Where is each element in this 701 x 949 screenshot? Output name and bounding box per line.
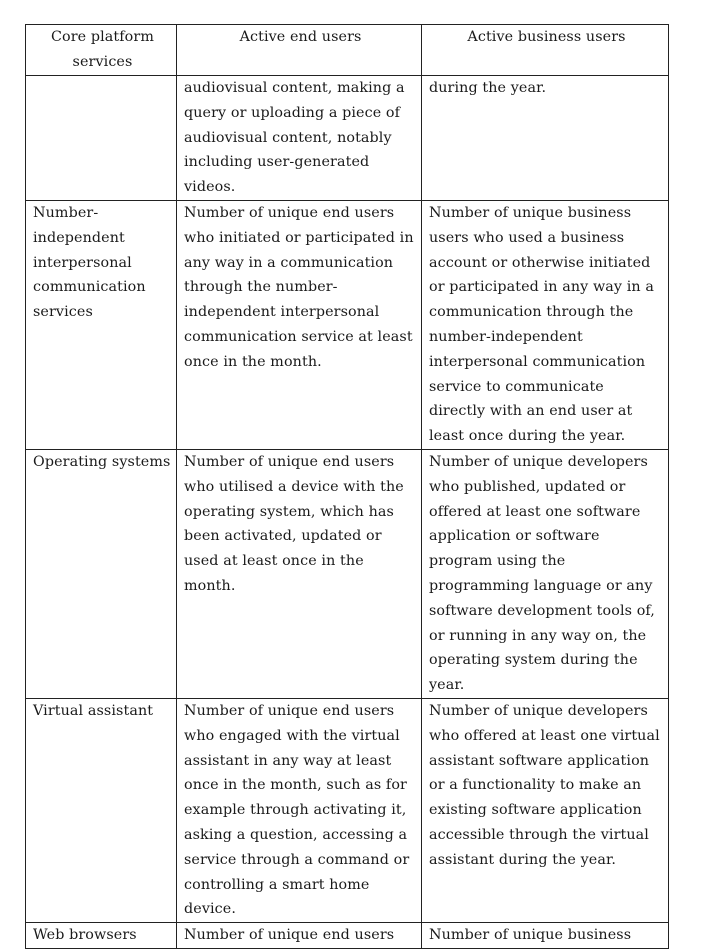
table-header [26,25,669,76]
cell-end-users: Number of unique end users who utilised a device with the operating system, which has been activated, updated or used at least once in the month. [177,450,422,699]
header-core-platform-services: Core platform services [26,25,177,76]
cell-business-users: during the year. [422,76,669,201]
platform-users-table [25,24,669,949]
cell-service [26,76,177,201]
cell-business-users: Number of unique developers who offered at least one virtual assistant software application or a functionality to make an existing software application accessible through the virtual assistant during the year. [422,698,669,922]
cell-business-users: Number of unique business [422,923,669,949]
header-active-end-users: Active end users [177,25,422,76]
table-body [26,76,669,949]
cell-service: Operating systems [26,450,177,699]
header-row [26,25,669,76]
table-row [26,923,669,949]
cell-end-users: Number of unique end users [177,923,422,949]
cell-business-users: Number of unique developers who published, updated or offered at least one software application or software program using the programming language or any software development tools of, or running in any way on, the operating system during the year. [422,450,669,699]
cell-end-users: audiovisual content, making a query or uploading a piece of audiovisual content, notably including user-generated videos. [177,76,422,201]
table-row [26,450,669,699]
cell-end-users: Number of unique end users who engaged with the virtual assistant in any way at least once in the month, such as for example through activating it, asking a question, accessing a service through a command or controlling a smart home device. [177,698,422,922]
cell-end-users: Number of unique end users who initiated or participated in any way in a communication through the number-independent interpersonal communication service at least once in the month. [177,201,422,450]
table-row [26,76,669,201]
cell-business-users: Number of unique business users who used a business account or otherwise initiated or participated in any way in a communication through the number-independent interpersonal communication service to communicate directly with an end user at least once during the year. [422,201,669,450]
header-active-business-users: Active business users [422,25,669,76]
cell-service: Virtual assistant [26,698,177,922]
cell-service: Web browsers [26,923,177,949]
table-row [26,698,669,922]
table-row [26,201,669,450]
cell-service: Number-independent interpersonal communication services [26,201,177,450]
